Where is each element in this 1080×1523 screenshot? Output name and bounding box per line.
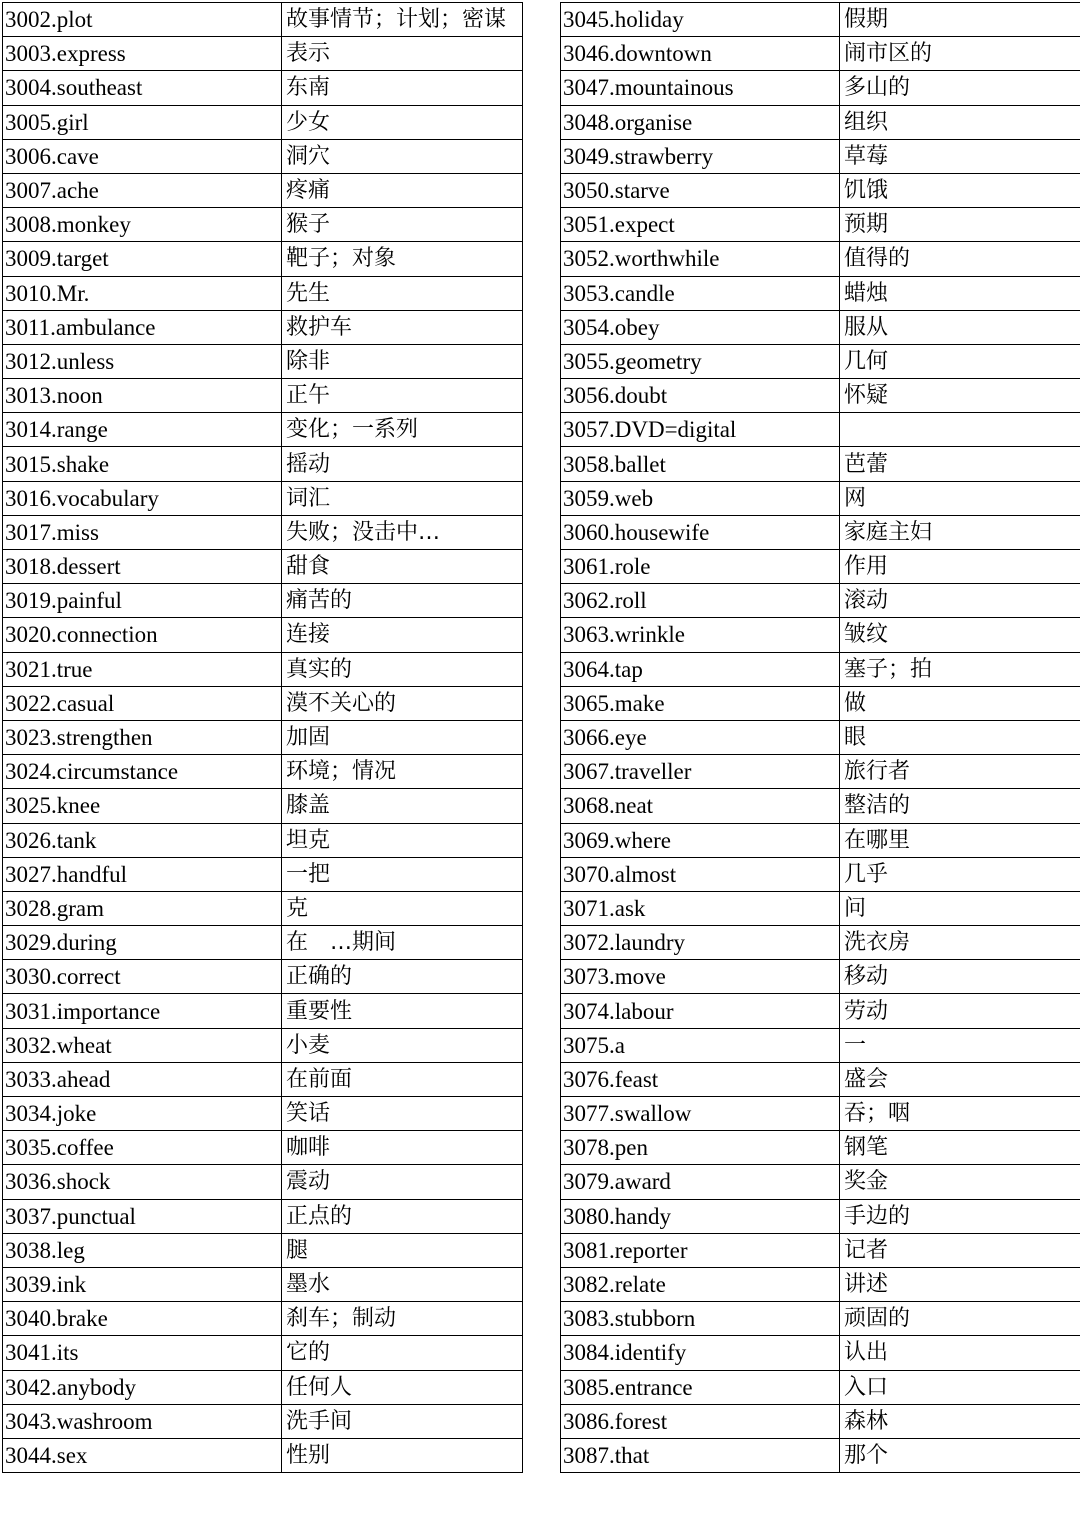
- vocab-row: [3, 139, 523, 173]
- vocab-meaning: 在哪里: [840, 823, 1080, 857]
- vocab-row: [3, 1028, 523, 1062]
- vocab-meaning: 东南: [282, 71, 523, 105]
- vocab-row: [561, 37, 1080, 71]
- vocab-meaning: 靶子；对象: [282, 242, 523, 276]
- vocab-meaning: 移动: [840, 960, 1080, 994]
- vocab-word: 3068.neat: [561, 789, 840, 823]
- vocab-word: 3050.starve: [561, 173, 840, 207]
- vocab-row: [3, 1370, 523, 1404]
- vocab-row: [3, 105, 523, 139]
- vocab-word: 3066.eye: [561, 720, 840, 754]
- vocab-word: 3084.identify: [561, 1336, 840, 1370]
- vocab-word: 3014.range: [3, 413, 282, 447]
- vocab-row: [3, 1131, 523, 1165]
- vocab-word: 3061.role: [561, 550, 840, 584]
- vocab-row: [3, 720, 523, 754]
- vocab-row: [561, 413, 1080, 447]
- vocab-meaning: 重要性: [282, 994, 523, 1028]
- vocab-meaning: 在 …期间: [282, 926, 523, 960]
- vocab-table-right-body: [561, 3, 1080, 1473]
- vocab-word: 3031.importance: [3, 994, 282, 1028]
- vocab-meaning: 森林: [840, 1404, 1080, 1438]
- vocab-meaning: 墨水: [282, 1267, 523, 1301]
- vocab-meaning: 整洁的: [840, 789, 1080, 823]
- vocab-meaning: 连接: [282, 618, 523, 652]
- vocab-row: [3, 37, 523, 71]
- vocab-word: 3019.painful: [3, 584, 282, 618]
- vocab-word: 3027.handful: [3, 857, 282, 891]
- vocab-row: [561, 686, 1080, 720]
- vocab-meaning: 正午: [282, 379, 523, 413]
- vocab-meaning: 眼: [840, 720, 1080, 754]
- vocab-row: [561, 960, 1080, 994]
- vocab-word: 3015.shake: [3, 447, 282, 481]
- vocab-word: 3071.ask: [561, 891, 840, 925]
- vocab-word: 3074.labour: [561, 994, 840, 1028]
- vocab-meaning: 词汇: [282, 481, 523, 515]
- vocab-word: 3063.wrinkle: [561, 618, 840, 652]
- vocab-row: [3, 686, 523, 720]
- vocab-meaning: 腿: [282, 1233, 523, 1267]
- vocab-meaning: 入口: [840, 1370, 1080, 1404]
- vocab-meaning: 几乎: [840, 857, 1080, 891]
- vocab-word: 3016.vocabulary: [3, 481, 282, 515]
- vocab-meaning: 甜食: [282, 550, 523, 584]
- vocab-row: [561, 1370, 1080, 1404]
- vocab-row: [3, 379, 523, 413]
- vocab-meaning: 痛苦的: [282, 584, 523, 618]
- vocab-word: 3044.sex: [3, 1438, 282, 1472]
- vocab-word: 3073.move: [561, 960, 840, 994]
- vocab-word: 3046.downtown: [561, 37, 840, 71]
- vocab-row: [561, 242, 1080, 276]
- vocab-word: 3011.ambulance: [3, 310, 282, 344]
- vocab-word: 3018.dessert: [3, 550, 282, 584]
- vocab-row: [3, 652, 523, 686]
- vocab-row: [3, 208, 523, 242]
- vocab-row: [3, 755, 523, 789]
- vocab-row: [3, 857, 523, 891]
- vocab-meaning: 震动: [282, 1165, 523, 1199]
- vocab-meaning: 洗衣房: [840, 926, 1080, 960]
- vocab-word: 3055.geometry: [561, 344, 840, 378]
- vocab-meaning: 芭蕾: [840, 447, 1080, 481]
- vocab-meaning: 咖啡: [282, 1131, 523, 1165]
- vocab-meaning: 草莓: [840, 139, 1080, 173]
- vocab-meaning: 认出: [840, 1336, 1080, 1370]
- vocab-row: [3, 1062, 523, 1096]
- vocab-row: [561, 857, 1080, 891]
- vocab-word: 3021.true: [3, 652, 282, 686]
- vocab-meaning: [840, 413, 1080, 447]
- vocab-word: 3033.ahead: [3, 1062, 282, 1096]
- vocab-meaning: 钢笔: [840, 1131, 1080, 1165]
- vocab-word: 3047.mountainous: [561, 71, 840, 105]
- vocab-word: 3064.tap: [561, 652, 840, 686]
- vocab-word: 3042.anybody: [3, 1370, 282, 1404]
- vocab-meaning: 塞子；拍: [840, 652, 1080, 686]
- vocab-row: [3, 960, 523, 994]
- vocab-row: [561, 1438, 1080, 1472]
- vocab-row: [3, 1199, 523, 1233]
- vocab-meaning: 洗手间: [282, 1404, 523, 1438]
- vocab-word: 3009.target: [3, 242, 282, 276]
- vocab-row: [561, 584, 1080, 618]
- vocab-meaning: 疼痛: [282, 173, 523, 207]
- vocab-meaning: 它的: [282, 1336, 523, 1370]
- vocab-row: [561, 3, 1080, 37]
- vocab-row: [561, 447, 1080, 481]
- vocab-word: 3035.coffee: [3, 1131, 282, 1165]
- vocab-meaning: 正点的: [282, 1199, 523, 1233]
- vocab-row: [561, 926, 1080, 960]
- vocab-meaning: 做: [840, 686, 1080, 720]
- vocab-table-left: [2, 2, 523, 1473]
- vocab-word: 3005.girl: [3, 105, 282, 139]
- vocab-meaning: 小麦: [282, 1028, 523, 1062]
- vocab-word: 3072.laundry: [561, 926, 840, 960]
- vocab-meaning: 任何人: [282, 1370, 523, 1404]
- vocab-row: [3, 310, 523, 344]
- vocab-word: 3025.knee: [3, 789, 282, 823]
- vocab-row: [3, 1336, 523, 1370]
- vocab-row: [561, 1404, 1080, 1438]
- vocab-row: [561, 515, 1080, 549]
- vocab-meaning: 环境；情况: [282, 755, 523, 789]
- vocab-word: 3003.express: [3, 37, 282, 71]
- vocab-row: [3, 447, 523, 481]
- vocab-row: [561, 994, 1080, 1028]
- vocab-word: 3048.organise: [561, 105, 840, 139]
- vocab-meaning: 摇动: [282, 447, 523, 481]
- vocab-word: 3054.obey: [561, 310, 840, 344]
- vocab-meaning: 失败；没击中…: [282, 515, 523, 549]
- vocab-meaning: 在前面: [282, 1062, 523, 1096]
- vocab-row: [561, 344, 1080, 378]
- vocab-meaning: 皱纹: [840, 618, 1080, 652]
- vocab-word: 3081.reporter: [561, 1233, 840, 1267]
- vocab-meaning: 先生: [282, 276, 523, 310]
- vocab-meaning: 变化；一系列: [282, 413, 523, 447]
- vocab-word: 3032.wheat: [3, 1028, 282, 1062]
- vocab-row: [3, 891, 523, 925]
- vocab-meaning: 笑话: [282, 1097, 523, 1131]
- vocab-word: 3002.plot: [3, 3, 282, 37]
- vocab-meaning: 闹市区的: [840, 37, 1080, 71]
- vocab-meaning: 手边的: [840, 1199, 1080, 1233]
- vocab-row: [3, 1302, 523, 1336]
- vocab-meaning: 救护车: [282, 310, 523, 344]
- vocab-word: 3056.doubt: [561, 379, 840, 413]
- vocab-row: [561, 1028, 1080, 1062]
- vocab-meaning: 漠不关心的: [282, 686, 523, 720]
- vocab-word: 3041.its: [3, 1336, 282, 1370]
- vocab-row: [561, 823, 1080, 857]
- vocab-meaning: 作用: [840, 550, 1080, 584]
- vocab-row: [561, 1336, 1080, 1370]
- vocab-row: [561, 618, 1080, 652]
- vocab-meaning: 那个: [840, 1438, 1080, 1472]
- vocab-meaning: 饥饿: [840, 173, 1080, 207]
- vocab-word: 3012.unless: [3, 344, 282, 378]
- vocab-meaning: 旅行者: [840, 755, 1080, 789]
- vocab-meaning: 真实的: [282, 652, 523, 686]
- vocab-meaning: 故事情节；计划；密谋: [282, 3, 523, 37]
- vocab-meaning: 几何: [840, 344, 1080, 378]
- vocab-row: [3, 413, 523, 447]
- vocab-row: [3, 173, 523, 207]
- vocab-row: [561, 173, 1080, 207]
- vocab-meaning: 怀疑: [840, 379, 1080, 413]
- vocab-meaning: 顽固的: [840, 1302, 1080, 1336]
- vocab-row: [561, 1267, 1080, 1301]
- vocab-meaning: 记者: [840, 1233, 1080, 1267]
- vocab-word: 3078.pen: [561, 1131, 840, 1165]
- vocab-word: 3029.during: [3, 926, 282, 960]
- vocab-word: 3080.handy: [561, 1199, 840, 1233]
- vocab-meaning: 问: [840, 891, 1080, 925]
- vocab-meaning: 刹车；制动: [282, 1302, 523, 1336]
- vocab-word: 3045.holiday: [561, 3, 840, 37]
- vocab-row: [561, 550, 1080, 584]
- vocab-row: [3, 515, 523, 549]
- vocab-row: [561, 481, 1080, 515]
- vocab-word: 3062.roll: [561, 584, 840, 618]
- vocab-row: [3, 276, 523, 310]
- vocab-row: [561, 1131, 1080, 1165]
- vocab-meaning: 网: [840, 481, 1080, 515]
- vocab-row: [561, 1233, 1080, 1267]
- vocab-word: 3040.brake: [3, 1302, 282, 1336]
- vocab-row: [3, 1267, 523, 1301]
- vocab-meaning: 讲述: [840, 1267, 1080, 1301]
- vocab-meaning: 一: [840, 1028, 1080, 1062]
- vocab-row: [3, 789, 523, 823]
- vocab-word: 3052.worthwhile: [561, 242, 840, 276]
- vocab-meaning: 猴子: [282, 208, 523, 242]
- vocab-word: 3034.joke: [3, 1097, 282, 1131]
- vocab-row: [561, 310, 1080, 344]
- vocab-row: [561, 105, 1080, 139]
- vocab-word: 3004.southeast: [3, 71, 282, 105]
- vocab-meaning: 奖金: [840, 1165, 1080, 1199]
- vocab-row: [561, 891, 1080, 925]
- vocab-word: 3008.monkey: [3, 208, 282, 242]
- vocab-row: [3, 344, 523, 378]
- vocab-meaning: 膝盖: [282, 789, 523, 823]
- vocab-word: 3036.shock: [3, 1165, 282, 1199]
- vocab-row: [3, 618, 523, 652]
- vocab-word: 3007.ache: [3, 173, 282, 207]
- vocab-word: 3020.connection: [3, 618, 282, 652]
- vocab-word: 3038.leg: [3, 1233, 282, 1267]
- vocab-row: [561, 720, 1080, 754]
- vocab-word: 3023.strengthen: [3, 720, 282, 754]
- vocab-word: 3013.noon: [3, 379, 282, 413]
- vocab-word: 3082.relate: [561, 1267, 840, 1301]
- vocab-meaning: 蜡烛: [840, 276, 1080, 310]
- vocab-word: 3037.punctual: [3, 1199, 282, 1233]
- vocab-word: 3058.ballet: [561, 447, 840, 481]
- vocab-word: 3051.expect: [561, 208, 840, 242]
- vocab-meaning: 预期: [840, 208, 1080, 242]
- vocab-word: 3006.cave: [3, 139, 282, 173]
- vocab-meaning: 多山的: [840, 71, 1080, 105]
- vocab-row: [561, 1199, 1080, 1233]
- vocab-meaning: 少女: [282, 105, 523, 139]
- vocab-row: [561, 652, 1080, 686]
- vocab-meaning: 一把: [282, 857, 523, 891]
- vocab-meaning: 服从: [840, 310, 1080, 344]
- vocab-row: [561, 755, 1080, 789]
- vocab-row: [3, 1097, 523, 1131]
- vocab-meaning: 性别: [282, 1438, 523, 1472]
- vocab-word: 3057.DVD=digital: [561, 413, 840, 447]
- vocab-word: 3022.casual: [3, 686, 282, 720]
- vocab-table-left-body: [3, 3, 523, 1473]
- vocab-row: [3, 550, 523, 584]
- vocab-meaning: 吞；咽: [840, 1097, 1080, 1131]
- vocab-word: 3049.strawberry: [561, 139, 840, 173]
- vocab-word: 3085.entrance: [561, 1370, 840, 1404]
- vocab-meaning: 组织: [840, 105, 1080, 139]
- vocab-meaning: 表示: [282, 37, 523, 71]
- vocab-word: 3043.washroom: [3, 1404, 282, 1438]
- vocab-word: 3077.swallow: [561, 1097, 840, 1131]
- vocab-row: [3, 1404, 523, 1438]
- vocab-row: [3, 242, 523, 276]
- vocab-word: 3059.web: [561, 481, 840, 515]
- vocab-row: [561, 276, 1080, 310]
- vocab-row: [3, 1438, 523, 1472]
- vocab-meaning: 值得的: [840, 242, 1080, 276]
- vocab-meaning: 盛会: [840, 1062, 1080, 1096]
- vocab-meaning: 洞穴: [282, 139, 523, 173]
- vocab-word: 3039.ink: [3, 1267, 282, 1301]
- vocab-row: [561, 1165, 1080, 1199]
- vocab-row: [3, 1165, 523, 1199]
- vocab-word: 3083.stubborn: [561, 1302, 840, 1336]
- vocab-word: 3024.circumstance: [3, 755, 282, 789]
- vocab-word: 3060.housewife: [561, 515, 840, 549]
- vocab-meaning: 克: [282, 891, 523, 925]
- vocab-row: [3, 481, 523, 515]
- vocab-row: [3, 1233, 523, 1267]
- vocab-word: 3065.make: [561, 686, 840, 720]
- vocab-row: [3, 926, 523, 960]
- vocab-row: [561, 139, 1080, 173]
- vocab-meaning: 正确的: [282, 960, 523, 994]
- vocab-row: [3, 823, 523, 857]
- vocab-row: [3, 71, 523, 105]
- vocab-meaning: 滚动: [840, 584, 1080, 618]
- vocab-word: 3030.correct: [3, 960, 282, 994]
- vocab-meaning: 坦克: [282, 823, 523, 857]
- vocab-row: [561, 71, 1080, 105]
- vocab-table-right: [560, 2, 1080, 1473]
- vocab-meaning: 假期: [840, 3, 1080, 37]
- vocab-row: [561, 379, 1080, 413]
- vocab-word: 3086.forest: [561, 1404, 840, 1438]
- vocab-meaning: 劳动: [840, 994, 1080, 1028]
- vocab-meaning: 家庭主妇: [840, 515, 1080, 549]
- vocab-word: 3069.where: [561, 823, 840, 857]
- vocab-row: [3, 3, 523, 37]
- vocab-word: 3067.traveller: [561, 755, 840, 789]
- vocab-row: [561, 1062, 1080, 1096]
- vocab-row: [561, 1302, 1080, 1336]
- vocab-row: [3, 994, 523, 1028]
- vocab-word: 3028.gram: [3, 891, 282, 925]
- vocab-row: [561, 1097, 1080, 1131]
- vocab-meaning: 除非: [282, 344, 523, 378]
- vocab-word: 3087.that: [561, 1438, 840, 1472]
- vocab-word: 3026.tank: [3, 823, 282, 857]
- vocab-row: [561, 789, 1080, 823]
- vocab-word: 3075.a: [561, 1028, 840, 1062]
- vocab-row: [561, 208, 1080, 242]
- vocab-word: 3053.candle: [561, 276, 840, 310]
- vocab-meaning: 加固: [282, 720, 523, 754]
- vocab-word: 3010.Mr.: [3, 276, 282, 310]
- vocab-row: [3, 584, 523, 618]
- vocab-word: 3079.award: [561, 1165, 840, 1199]
- vocab-word: 3070.almost: [561, 857, 840, 891]
- vocab-word: 3076.feast: [561, 1062, 840, 1096]
- vocab-word: 3017.miss: [3, 515, 282, 549]
